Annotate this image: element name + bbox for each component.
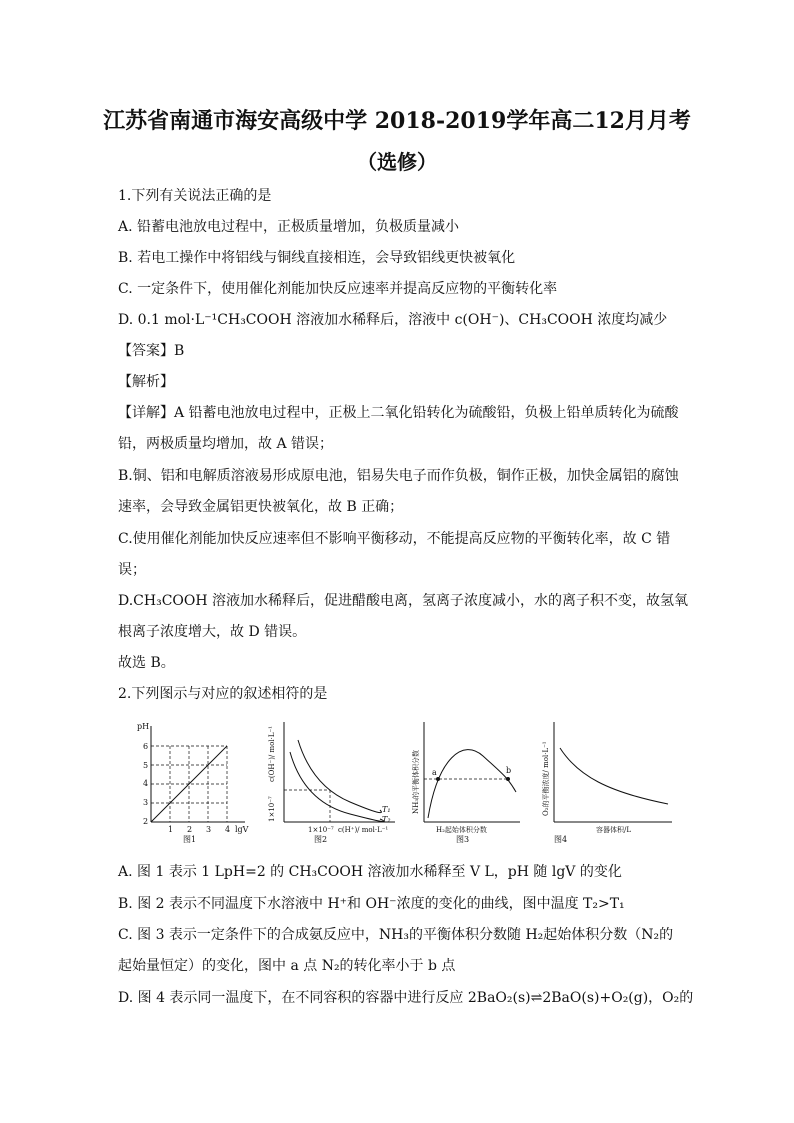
- question-2-option-c-cont: 起始量恒定）的变化，图中 a 点 N₂的转化率小于 b 点: [118, 958, 456, 974]
- analysis-label: 【解析】: [118, 374, 174, 390]
- fig4-caption: 图4: [554, 835, 568, 844]
- fig2-t1-label: T₁: [382, 805, 391, 814]
- answer-label: 【答案】B: [118, 343, 185, 359]
- explanation-line: D.CH₃COOH 溶液加水稀释后，促进醋酸电离，氢离子浓度减小，水的离子积不变，故氢氧: [118, 593, 689, 609]
- explanation-line: C.使用催化剂能加快反应速率但不影响平衡移动，不能提高反应物的平衡转化率，故 C 错: [118, 531, 671, 547]
- page-subtitle: （选修）: [357, 150, 437, 174]
- question-1-option-b: B. 若电工操作中将铝线与铜线直接相连，会导致铝线更快被氧化: [118, 250, 516, 266]
- question-2-option-c: C. 图 3 表示一定条件下的合成氨反应中，NH₃的平衡体积分数随 H₂起始体积分数（N₂的: [118, 927, 674, 943]
- fig3-caption: 图3: [456, 835, 470, 844]
- explanation-line: 根离子浓度增大，故 D 错误。: [118, 624, 307, 640]
- fig3-x-label: H₂起始体积分数: [436, 826, 487, 834]
- question-1-stem: 1.下列有关说法正确的是: [118, 188, 272, 204]
- figure-2: [260, 718, 400, 844]
- question-1-option-c: C. 一定条件下，使用催化剂能加快反应速率并提高反应物的平衡转化率: [118, 281, 558, 297]
- explanation-line: 误；: [118, 562, 146, 578]
- explanation-line: 速率，会导致金属铝更快被氧化，故 B 正确；: [118, 499, 404, 515]
- fig1-y-tick: 4: [143, 779, 149, 788]
- explanation-line: 【详解】A 铅蓄电池放电过程中，正极上二氧化铅转化为硫酸铅，负极上铅单质转化为硫酸: [118, 405, 679, 421]
- fig1-x-tick: 4: [225, 825, 231, 834]
- figure-4: [538, 718, 678, 844]
- question-2-option-a: A. 图 1 表示 1 LpH=2 的 CH₃COOH 溶液加水稀释至 V L，pH 随 lgV 的变化: [118, 864, 622, 880]
- fig3-point-a-label: a: [432, 768, 437, 777]
- fig1-y-tick: 2: [143, 817, 149, 826]
- fig3-y-label: NH₃的平衡体积分数: [412, 749, 420, 814]
- fig3-curve: [428, 750, 516, 818]
- fig2-x-label: c(H⁺)/ mol·L⁻¹: [338, 826, 389, 834]
- explanation-line: 故选 B。: [118, 655, 175, 671]
- fig1-y-tick: 3: [143, 798, 149, 807]
- fig2-t2-label: T₂: [382, 815, 391, 824]
- figure-3: [408, 718, 528, 844]
- fig3-point-b-label: b: [506, 766, 512, 775]
- question-2-option-b: B. 图 2 表示不同温度下水溶液中 H⁺和 OH⁻浓度的变化的曲线，图中温度 T₂>T₁: [118, 896, 625, 912]
- fig1-caption: 图1: [183, 835, 197, 844]
- fig1-x-tick: 3: [206, 825, 212, 834]
- fig1-y-tick: 5: [143, 761, 149, 770]
- question-1-option-d: D. 0.1 mol·L⁻¹CH₃COOH 溶液加水稀释后，溶液中 c(OH⁻)、CH₃COOH 浓度均减少: [118, 312, 668, 328]
- question-2-stem: 2.下列图示与对应的叙述相符的是: [118, 686, 328, 702]
- fig2-y-label: c(OH⁻)/ mol·L⁻¹: [268, 726, 276, 782]
- fig2-curve-t1: [298, 740, 381, 813]
- fig2-x-value: 1×10⁻⁷: [308, 826, 334, 834]
- fig1-x-label: lgV: [235, 825, 249, 834]
- page-title: 江苏省南通市海安高级中学 2018-2019学年高二12月月考: [103, 108, 691, 134]
- fig3-point-a: [436, 777, 440, 781]
- question-2-option-d: D. 图 4 表示同一温度下，在不同容积的容器中进行反应 2BaO₂(s)⇌2BaO(s)+O₂(g)，O₂的: [118, 990, 694, 1006]
- fig1-y-tick: 6: [143, 742, 149, 751]
- fig1-x-tick: 2: [187, 825, 193, 834]
- explanation-line: B.铜、铝和电解质溶液易形成原电池，铝易失电子而作负极，铜作正极，加快金属铝的腐蚀: [118, 468, 679, 484]
- fig4-x-label: 容器体积/L: [596, 826, 632, 834]
- fig3-point-b: [506, 777, 510, 781]
- question-1-option-a: A. 铅蓄电池放电过程中，正极质量增加，负极质量减小: [118, 219, 460, 235]
- fig4-y-label: O₂的平衡浓度/ mol·L⁻¹: [542, 741, 550, 816]
- fig4-curve: [560, 748, 668, 804]
- fig1-y-label: pH: [137, 722, 150, 731]
- fig2-curve-t2: [290, 752, 384, 822]
- explanation-line: 铅，两极质量均增加，故 A 错误；: [118, 436, 334, 452]
- figure-1: [135, 718, 255, 844]
- fig1-x-tick: 1: [168, 825, 174, 834]
- fig2-caption: 图2: [314, 835, 328, 844]
- fig2-y-value: 1×10⁻⁷: [268, 796, 276, 822]
